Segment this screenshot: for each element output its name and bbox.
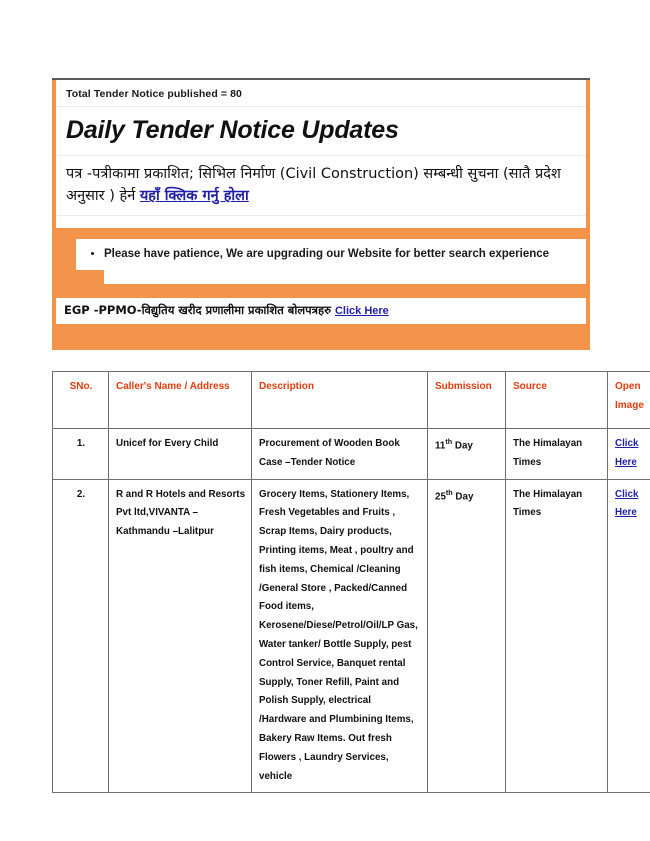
orange-divider-top xyxy=(52,228,590,239)
cell-sno: 1. xyxy=(53,429,109,480)
tender-notice-document xyxy=(52,78,590,350)
open-image-link-line1[interactable]: Click xyxy=(615,438,639,449)
cell-source: The Himalayan Times xyxy=(506,479,608,793)
submission-unit: Day xyxy=(452,490,474,502)
column-header-submission: Submission xyxy=(428,372,506,429)
cell-sno: 2. xyxy=(53,479,109,793)
open-image-link-line2[interactable]: Here xyxy=(615,456,637,468)
cell-source: The Himalayan Times xyxy=(506,429,608,480)
submission-ordinal-suffix: th xyxy=(445,437,453,446)
cell-submission xyxy=(428,479,506,793)
cell-open-image xyxy=(608,479,650,793)
column-header-source: Source xyxy=(506,372,608,429)
column-header-caller-name: Caller's Name / Address xyxy=(109,372,252,429)
egp-ppmo-text: EGP -PPMO-विद्युतिय खरीद प्रणालीमा प्रकाशित बोलपत्रहरु xyxy=(64,303,335,318)
cell-caller-name: Unicef for Every Child xyxy=(109,429,252,480)
cell-caller-name: R and R Hotels and Resorts Pvt ltd,VIVANTA –Kathmandu –Lalitpur xyxy=(109,479,252,793)
egp-ppmo-row xyxy=(56,298,586,324)
upgrade-notice-box xyxy=(76,239,586,270)
tender-notice-table xyxy=(52,371,650,793)
cell-description: Grocery Items, Stationery Items, Fresh Vegetables and Fruits , Scrap Items, Dairy products, Printing items, Meat , poultry and fish items, Chemical /Cleaning /General Store , Packed/Canned Food items, Kerosene/Diese/Petrol/Oil/LP Gas, Water tanker/ Bottle Supply, pest Control Service, Banquet rental Supply, Toner Refill, Paint and Polish Supply, electrical /Hardware and Plumbining Items, Bakery Raw Items. Out fresh Flowers , Laundry Services, vehicle xyxy=(252,479,428,793)
cell-description: Procurement of Wooden Book Case –Tender Notice xyxy=(252,429,428,480)
open-image-link-line1[interactable]: Click xyxy=(615,488,639,500)
orange-divider-middle xyxy=(52,284,590,298)
table-row xyxy=(53,429,650,480)
column-header-sno: SNo. xyxy=(53,372,109,429)
open-image-link-line2[interactable]: Here xyxy=(615,507,637,519)
cell-open-image xyxy=(608,429,650,480)
column-header-open-image: Open Image xyxy=(608,372,650,429)
column-header-description: Description xyxy=(252,372,428,429)
egp-click-here-link[interactable]: Click Here xyxy=(334,305,389,318)
submission-day-number: 25 xyxy=(435,490,446,502)
upgrade-notice-list xyxy=(82,246,574,263)
upgrade-notice-row xyxy=(52,239,590,270)
nepali-civil-construction-notice xyxy=(56,156,586,216)
table-header-row xyxy=(53,372,650,429)
document-header-panel xyxy=(56,80,586,228)
page-title: Daily Tender Notice Updates xyxy=(56,107,586,156)
upgrade-notice-underblock xyxy=(104,270,586,284)
header-spacer xyxy=(56,216,586,228)
total-tender-notice-count: Total Tender Notice published = 80 xyxy=(56,80,586,107)
submission-unit: Day xyxy=(452,440,473,452)
cell-submission xyxy=(428,429,506,480)
table-row xyxy=(53,479,650,793)
upgrade-notice-item: • Please have patience, We are upgrading our Website for better search experience xyxy=(104,246,574,263)
nepali-notice-text: पत्र -पत्रीकामा प्रकाशित; सिभिल निर्माण (Civil Construction) सम्बन्धी सुचना (सातै प्रदेश अनुसार ) हेर्न xyxy=(66,166,561,205)
nepali-click-here-link[interactable]: यहाँ क्लिक गर्नु होला xyxy=(139,188,249,205)
orange-divider-bottom xyxy=(52,324,590,350)
submission-ordinal-suffix: th xyxy=(445,487,453,497)
submission-day-number: 11 xyxy=(435,440,446,452)
